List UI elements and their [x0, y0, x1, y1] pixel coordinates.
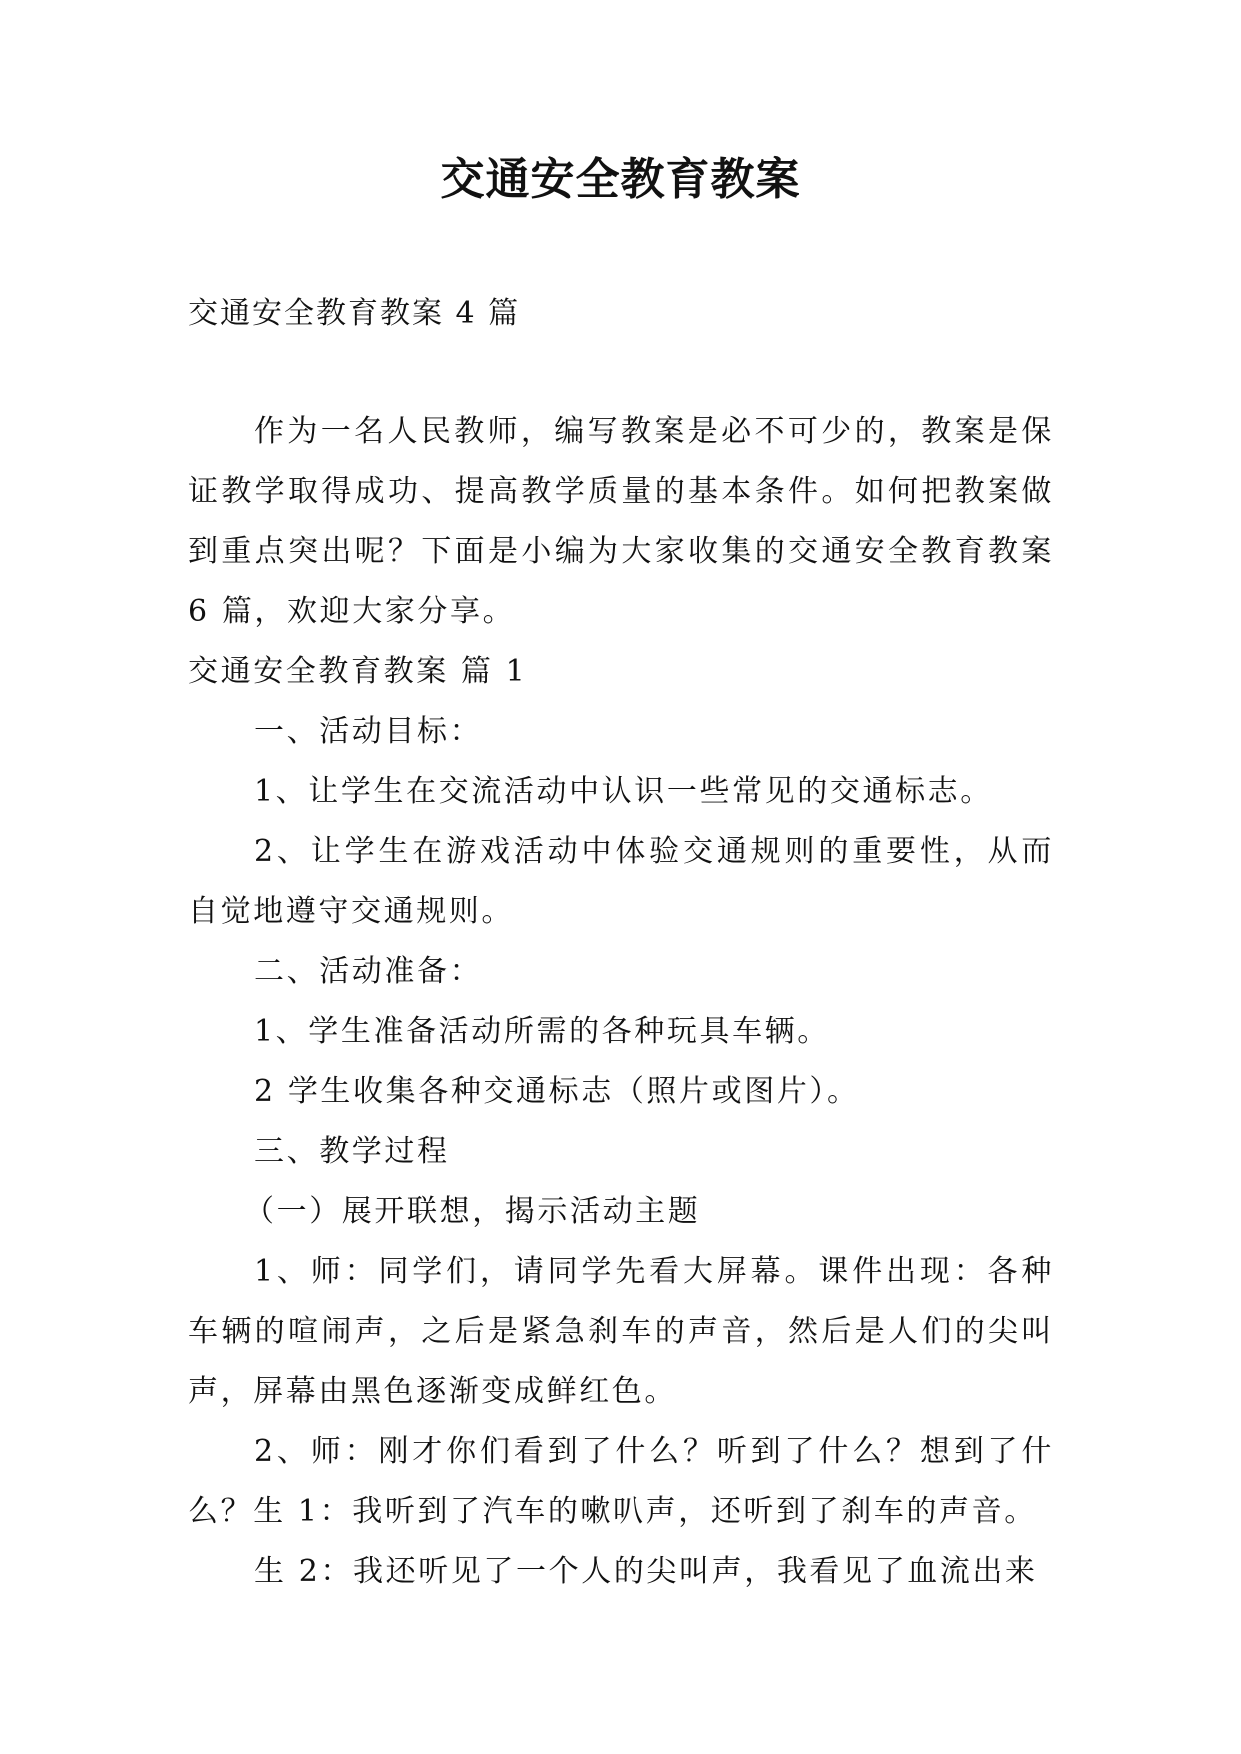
process-heading: 三、教学过程	[254, 1134, 450, 1169]
document-title: 交通安全教育教案	[440, 154, 801, 205]
section-heading-1: 交通安全教育教案 篇 1	[188, 654, 528, 689]
process-subheading-1: （一）展开联想，揭示活动主题	[244, 1194, 701, 1229]
preparation-heading: 二、活动准备：	[254, 954, 483, 989]
process-item-2: 2、师：刚才你们看到了什么？听到了什么？想到了什么？生 1：我听到了汽车的嗽叭声，还听到了刹车的声音。	[188, 1434, 1054, 1529]
document-body	[188, 402, 1054, 1602]
intro-paragraph: 作为一名人民教师，编写教案是必不可少的，教案是保证教学取得成功、提高教学质量的基本条件。如何把教案做到重点突出呢？下面是小编为大家收集的交通安全教育教案 6 篇，欢迎大家分享。	[188, 414, 1054, 629]
objective-item-1: 1、让学生在交流活动中认识一些常见的交通标志。	[254, 774, 993, 809]
preparation-item-1: 1、学生准备活动所需的各种玩具车辆。	[254, 1014, 830, 1049]
process-item-1: 1、师：同学们，请同学先看大屏幕。课件出现：各种车辆的喧闹声，之后是紧急刹车的声音，然后是人们的尖叫声，屏幕由黑色逐渐变成鲜红色。	[188, 1254, 1054, 1409]
process-item-3: 生 2：我还听见了一个人的尖叫声，我看见了血流出来	[254, 1554, 1038, 1589]
objective-item-2: 2、让学生在游戏活动中体验交通规则的重要性，从而自觉地遵守交通规则。	[188, 834, 1054, 929]
document-subtitle: 交通安全教育教案 4 篇	[188, 296, 521, 331]
preparation-item-2: 2 学生收集各种交通标志（照片或图片）。	[254, 1074, 860, 1109]
objective-heading: 一、活动目标：	[254, 714, 483, 749]
